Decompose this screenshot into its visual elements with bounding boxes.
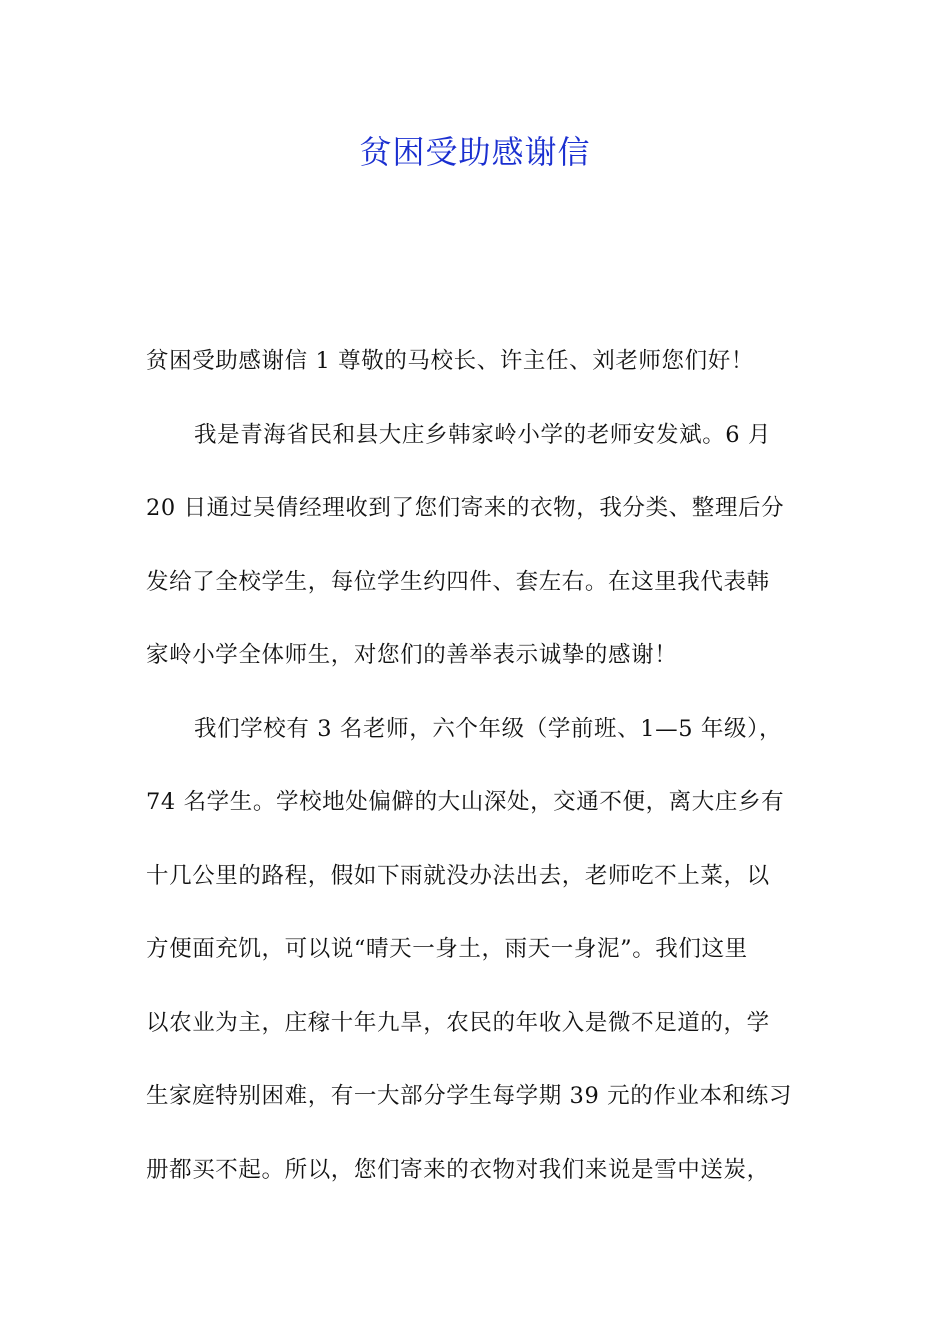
text-line-9: 方便面充饥，可以说“晴天一身土，雨天一身泥”。我们这里	[146, 936, 748, 962]
text-line-3: 20 日通过吴倩经理收到了您们寄来的衣物，我分类、整理后分	[146, 495, 785, 521]
letter-body	[146, 339, 826, 1221]
text-line-11: 生家庭特别困难，有一大部分学生每学期 39 元的作业本和练习	[146, 1083, 792, 1109]
text-line-4: 发给了全校学生，每位学生约四件、套左右。在这里我代表韩	[146, 568, 770, 595]
text-line-6: 我们学校有 3 名老师，六个年级（学前班、1—5 年级），	[194, 715, 783, 742]
text-line-8: 十几公里的路程，假如下雨就没办法出去，老师吃不上菜，以	[146, 862, 770, 889]
text-line-10: 以农业为主，庄稼十年九旱，农民的年收入是微不足道的，学	[146, 1009, 770, 1036]
text-line-7: 74 名学生。学校地处偏僻的大山深处，交通不便，离大庄乡有	[146, 789, 785, 815]
text-line-12: 册都买不起。所以，您们寄来的衣物对我们来说是雪中送炭，	[146, 1156, 770, 1183]
text-line-2: 我是青海省民和县大庄乡韩家岭小学的老师安发斌。6 月	[194, 421, 772, 448]
text-line-5: 家岭小学全体师生，对您们的善举表示诚挚的感谢！	[146, 642, 678, 668]
document-title: 贫困受助感谢信	[359, 133, 591, 171]
text-line-1: 贫困受助感谢信 1 尊敬的马校长、许主任、刘老师您们好！	[146, 348, 754, 374]
